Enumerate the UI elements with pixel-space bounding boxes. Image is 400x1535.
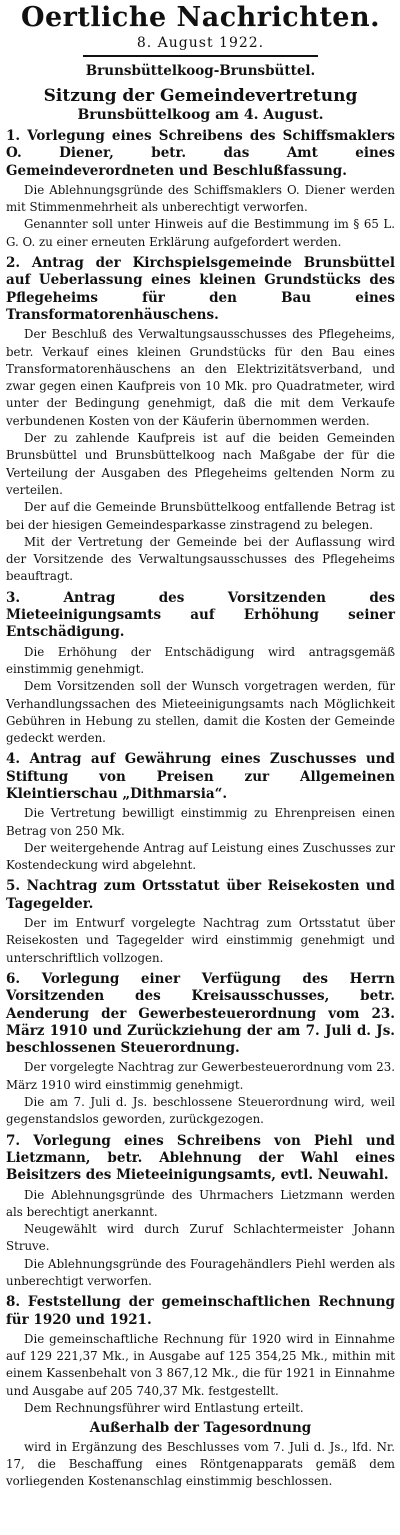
closing-heading: Außerhalb der Tagesordnung <box>89 1420 312 1437</box>
agenda-item-heading: 6. Vorlegung einer Verfügung des Herrn Vorsitzenden des Kreisausschusses, betr. Aenderung der Gewerbesteuerordnung vom 23. März 1910 und Zurückziehung der am 7. Juli d. Js. beschlossenen Steuerordnung. <box>6 970 395 1057</box>
agenda-item-paragraph: Dem Vorsitzenden soll der Wunsch vorgetragen werden, für Verhandlungssachen des Mieteeinigungsamts nach Möglichkeit Gebühren in Hebung zu stellen, damit die Kosten der Gemeinde gedeckt werden. <box>6 679 395 746</box>
agenda-item-paragraph: Die Ablehnungsgründe des Schiffsmaklers O. Diener werden mit Stimmenmehrheit als unberechtigt verworfen. <box>6 182 395 215</box>
dateline: 8. August 1922. <box>136 35 265 51</box>
agenda-item-paragraph: Dem Rechnungsführer wird Entlastung erteilt. <box>24 1401 304 1416</box>
agenda-item-paragraph: Der zu zahlende Kaufpreis ist auf die beiden Gemeinden Brunsbüttel und Brunsbüttelkoog nach Maßgabe der für die Verteilung der Ausgaben des Pflegeheims geltenden Norm zu verteilen. <box>6 431 395 497</box>
agenda-item-7 <box>6 1133 395 1291</box>
agenda-item-paragraph: Der im Entwurf vorgelegte Nachtrag zum Ortsstatut über Reisekosten und Tagegelder wird einstimmig genehmigt und unterschriftlich vollzogen. <box>6 916 395 965</box>
agenda-item-heading: 3. Antrag des Vorsitzenden des Mieteeinigungsamts auf Erhöhung seiner Entschädigung. <box>6 589 395 641</box>
masthead: Oertliche Nachrichten. <box>20 2 381 33</box>
agenda-item-paragraph: Der auf die Gemeinde Brunsbüttelkoog entfallende Betrag ist bei der hiesigen Gemeindesparkasse zinstragend zu belegen. <box>6 500 395 532</box>
agenda-item-heading: 4. Antrag auf Gewährung eines Zuschusses und Stiftung von Preisen zur Allgemeinen Kleintierschau „Dithmarsia“. <box>6 751 395 802</box>
agenda-item-paragraph: Die am 7. Juli d. Js. beschlossene Steuerordnung wird, weil gegenstandslos geworden, zurückgezogen. <box>6 1095 395 1127</box>
agenda-item-paragraph: Genannter soll unter Hinweis auf die Bestimmung im § 65 L. G. O. zu einer erneuten Erklärung aufgefordert werden. <box>6 217 395 249</box>
agenda-item-4 <box>6 751 395 874</box>
agenda-item-heading: 8. Feststellung der gemeinschaftlichen Rechnung für 1920 und 1921. <box>6 1294 395 1328</box>
article-location: Brunsbüttelkoog-Brunsbüttel. <box>85 63 316 79</box>
closing-section <box>6 1420 395 1490</box>
agenda-item-paragraph: Die Erhöhung der Entschädigung wird antragsgemäß einstimmig genehmigt. <box>6 644 395 676</box>
agenda-item-1 <box>6 128 395 251</box>
agenda-item-heading: 5. Nachtrag zum Ortsstatut über Reisekosten und Tagegelder. <box>6 878 395 912</box>
agenda-item-5 <box>6 878 395 966</box>
agenda-item-paragraph: Die Ablehnungsgründe des Fouragehändlers Piehl werden als unberechtigt verworfen. <box>6 1256 395 1288</box>
agenda-item-heading: 7. Vorlegung eines Schreibens von Piehl und Lietzmann, betr. Ablehnung der Wahl eines Beisitzers des Mieteeinigungsamts, evtl. Neuwahl. <box>6 1132 395 1184</box>
article-title: Sitzung der Gemeindevertretung <box>43 86 358 106</box>
agenda-item-heading: 2. Antrag der Kirchspielsgemeinde Brunsbüttel auf Ueberlassung eines kleinen Grundstücks des Pflegeheims für den Bau eines Transformatorenhäuschens. <box>6 255 395 323</box>
header-rule <box>83 55 318 57</box>
closing-paragraph: wird in Ergänzung des Beschlusses vom 7. Juli d. Js., lfd. Nr. 17, die Beschaffung eines Röntgenapparats gemäß dem vorliegenden Kostenanschlag einstimmig beschlossen. <box>6 1439 395 1489</box>
agenda-item-paragraph: Der Beschluß des Verwaltungsausschusses des Pflegeheims, betr. Verkauf eines kleinen Grundstücks für den Bau eines Transformatorenhäuschens an den Elektrizitätsverband, und zwar gegen einen Kaufpreis von 10 Mk. pro Quadratmeter, wird unter der Bedingung genehmigt, daß die mit dem Verkaufe verbundenen Kosten von der Käuferin übernommen werden. <box>6 327 395 428</box>
agenda-item-paragraph: Der weitergehende Antrag auf Leistung eines Zuschusses zur Kostendeckung wird abgelehnt. <box>6 840 395 873</box>
agenda-item-3 <box>6 590 395 748</box>
agenda-item-paragraph: Der vorgelegte Nachtrag zur Gewerbesteuerordnung vom 23. März 1910 wird einstimmig genehmigt. <box>6 1060 395 1092</box>
agenda-item-8 <box>6 1294 395 1417</box>
agenda-item-paragraph: Die Vertretung bewilligt einstimmig zu Ehrenpreisen einen Betrag von 250 Mk. <box>6 806 395 838</box>
agenda-item-paragraph: Die gemeinschaftliche Rechnung für 1920 wird in Einnahme auf 129 221,37 Mk., in Ausgabe auf 125 354,25 Mk., mithin mit einem Kassenbehalt von 3 867,12 Mk., die für 1921 in Einnahme und Ausgabe auf 205 740,37 Mk. festgestellt. <box>6 1331 395 1398</box>
agenda-item-heading: 1. Vorlegung eines Schreibens des Schiffsmaklers O. Diener, betr. das Amt eines Gemeindeverordneten und Beschlußfassung. <box>6 128 395 179</box>
agenda-item-paragraph: Mit der Vertretung der Gemeinde bei der Auflassung wird der Vorsitzende des Verwaltungsausschusses des Pflegeheims beauftragt. <box>6 534 395 584</box>
agenda-item-paragraph: Die Ablehnungsgründe des Uhrmachers Lietzmann werden als berechtigt anerkannt. <box>6 1187 395 1219</box>
agenda-item-2 <box>6 255 395 586</box>
article-subtitle: Brunsbüttelkoog am 4. August. <box>77 107 324 123</box>
agenda-item-6 <box>6 971 395 1129</box>
agenda-item-paragraph: Neugewählt wird durch Zuruf Schlachtermeister Johann Struve. <box>6 1222 395 1254</box>
